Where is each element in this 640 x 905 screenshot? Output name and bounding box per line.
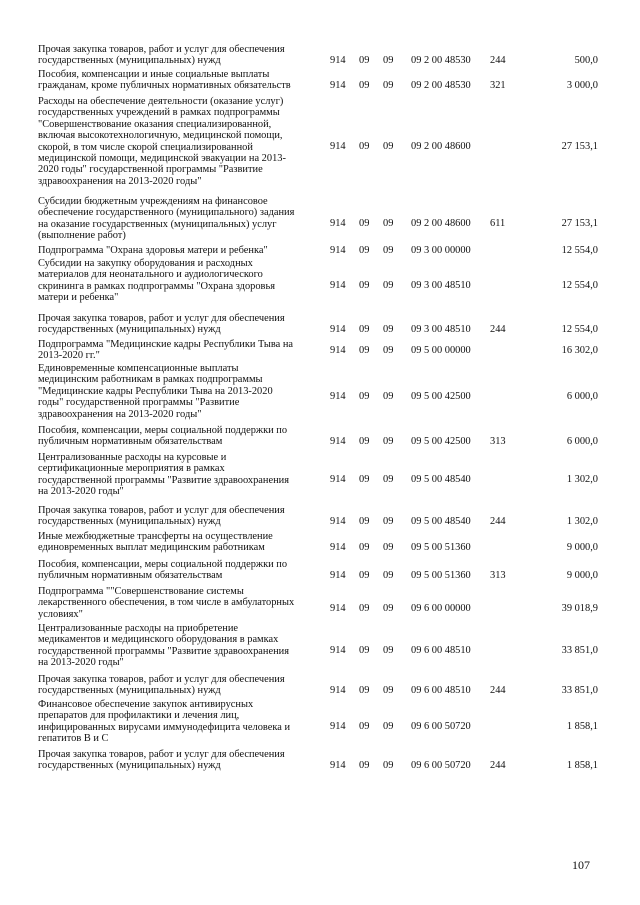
subsection-code: 09 bbox=[383, 324, 394, 335]
admin-code: 914 bbox=[330, 141, 346, 152]
subsection-code: 09 bbox=[383, 760, 394, 771]
subsection-code: 09 bbox=[383, 436, 394, 447]
amount: 16 302,0 bbox=[561, 345, 598, 356]
target-item-code: 09 5 00 51360 bbox=[411, 542, 471, 553]
expense-type-code: 313 bbox=[490, 436, 506, 447]
subsection-code: 09 bbox=[383, 603, 394, 614]
subsection-code: 09 bbox=[383, 345, 394, 356]
section-code: 09 bbox=[359, 645, 370, 656]
target-item-code: 09 6 00 50720 bbox=[411, 721, 471, 732]
expense-type-code: 244 bbox=[490, 685, 506, 696]
admin-code: 914 bbox=[330, 542, 346, 553]
section-code: 09 bbox=[359, 80, 370, 91]
amount: 12 554,0 bbox=[561, 245, 598, 256]
row-description: Пособия, компенсации и иные социальные выплаты гражданам, кроме публичных нормативных обязательств bbox=[38, 69, 291, 92]
target-item-code: 09 6 00 50720 bbox=[411, 760, 471, 771]
section-code: 09 bbox=[359, 218, 370, 229]
amount: 6 000,0 bbox=[566, 436, 598, 447]
target-item-code: 09 3 00 48510 bbox=[411, 280, 471, 291]
target-item-code: 09 5 00 42500 bbox=[411, 391, 471, 402]
amount: 6 000,0 bbox=[566, 391, 598, 402]
section-code: 09 bbox=[359, 474, 370, 485]
subsection-code: 09 bbox=[383, 280, 394, 291]
amount: 1 302,0 bbox=[566, 516, 598, 527]
admin-code: 914 bbox=[330, 436, 346, 447]
admin-code: 914 bbox=[330, 245, 346, 256]
amount: 27 153,1 bbox=[561, 141, 598, 152]
row-description: Пособия, компенсации, меры социальной поддержки по публичным нормативным обязательствам bbox=[38, 559, 288, 582]
admin-code: 914 bbox=[330, 280, 346, 291]
admin-code: 914 bbox=[330, 570, 346, 581]
section-code: 09 bbox=[359, 542, 370, 553]
amount: 1 858,1 bbox=[566, 721, 598, 732]
row-description: Централизованные расходы на курсовые и сертификационные мероприятия в рамках государственной программы "Развитие здравоохранения на 2013-2020 годы" bbox=[38, 452, 289, 498]
section-code: 09 bbox=[359, 721, 370, 732]
subsection-code: 09 bbox=[383, 542, 394, 553]
subsection-code: 09 bbox=[383, 474, 394, 485]
expense-type-code: 321 bbox=[490, 80, 506, 91]
row-description: Прочая закупка товаров, работ и услуг для обеспечения государственных (муниципальных) нужд bbox=[38, 674, 285, 697]
subsection-code: 09 bbox=[383, 80, 394, 91]
expense-type-code: 244 bbox=[490, 324, 506, 335]
subsection-code: 09 bbox=[383, 645, 394, 656]
row-description: Подпрограмма ""Совершенствование системы лекарственного обеспечения, в том числе в амбулаторных условиях" bbox=[38, 586, 295, 620]
section-code: 09 bbox=[359, 324, 370, 335]
row-description: Подпрограмма "Охрана здоровья матери и ребенка" bbox=[38, 245, 268, 256]
target-item-code: 09 2 00 48530 bbox=[411, 80, 471, 91]
amount: 1 858,1 bbox=[566, 760, 598, 771]
section-code: 09 bbox=[359, 55, 370, 66]
section-code: 09 bbox=[359, 436, 370, 447]
amount: 9 000,0 bbox=[566, 542, 598, 553]
expense-type-code: 313 bbox=[490, 570, 506, 581]
subsection-code: 09 bbox=[383, 685, 394, 696]
admin-code: 914 bbox=[330, 516, 346, 527]
row-description: Прочая закупка товаров, работ и услуг для обеспечения государственных (муниципальных) нужд bbox=[38, 44, 285, 67]
row-description: Финансовое обеспечение закупок антивирусных препаратов для профилактики и лечения лиц, инфицированных вирусами иммунодефицита человека и гепатитов В и С bbox=[38, 699, 291, 745]
target-item-code: 09 5 00 51360 bbox=[411, 570, 471, 581]
subsection-code: 09 bbox=[383, 570, 394, 581]
section-code: 09 bbox=[359, 345, 370, 356]
target-item-code: 09 3 00 00000 bbox=[411, 245, 471, 256]
row-description: Субсидии на закупку оборудования и расходных материалов для неонатального и аудиологического скрининга в рамках подпрограммы "Охрана здоровья матери и ребенка" bbox=[38, 258, 275, 304]
section-code: 09 bbox=[359, 391, 370, 402]
target-item-code: 09 2 00 48600 bbox=[411, 141, 471, 152]
admin-code: 914 bbox=[330, 391, 346, 402]
amount: 27 153,1 bbox=[561, 218, 598, 229]
target-item-code: 09 2 00 48600 bbox=[411, 218, 471, 229]
section-code: 09 bbox=[359, 141, 370, 152]
row-description: Расходы на обеспечение деятельности (оказание услуг) государственных учреждений в рамках подпрограммы "Совершенствование оказания специализированной, включая высокотехнологичную, медицинской помощи, скорой, в том числе скорой специализированной медицинской помощи, медицинской эвакуации на 2013- 2020 годы" государственной программы "Развитие здравоохранения на 2013-2020 годы" bbox=[38, 96, 286, 187]
row-description: Прочая закупка товаров, работ и услуг для обеспечения государственных (муниципальных) нужд bbox=[38, 313, 285, 336]
admin-code: 914 bbox=[330, 324, 346, 335]
section-code: 09 bbox=[359, 760, 370, 771]
row-description: Иные межбюджетные трансферты на осуществление единовременных выплат медицинским работникам bbox=[38, 531, 273, 554]
subsection-code: 09 bbox=[383, 55, 394, 66]
admin-code: 914 bbox=[330, 218, 346, 229]
admin-code: 914 bbox=[330, 80, 346, 91]
amount: 39 018,9 bbox=[561, 603, 598, 614]
expense-type-code: 611 bbox=[490, 218, 506, 229]
amount: 12 554,0 bbox=[561, 324, 598, 335]
admin-code: 914 bbox=[330, 645, 346, 656]
amount: 1 302,0 bbox=[566, 474, 598, 485]
admin-code: 914 bbox=[330, 55, 346, 66]
row-description: Подпрограмма "Медицинские кадры Республики Тыва на 2013-2020 гг." bbox=[38, 339, 294, 362]
expense-type-code: 244 bbox=[490, 760, 506, 771]
row-description: Субсидии бюджетным учреждениям на финансовое обеспечение государственного (муниципального) задания на оказание государственных (муниципальных) услуг (выполнение работ) bbox=[38, 196, 295, 242]
section-code: 09 bbox=[359, 685, 370, 696]
target-item-code: 09 5 00 42500 bbox=[411, 436, 471, 447]
amount: 9 000,0 bbox=[566, 570, 598, 581]
section-code: 09 bbox=[359, 603, 370, 614]
expense-type-code: 244 bbox=[490, 516, 506, 527]
target-item-code: 09 3 00 48510 bbox=[411, 324, 471, 335]
row-description: Единовременные компенсационные выплаты медицинским работникам в рамках подпрограммы "Медицинские кадры Республики Тыва на 2013-2020 годы" государственной программы "Развитие здравоохранения на 2013-2020 годы" bbox=[38, 363, 273, 420]
amount: 12 554,0 bbox=[561, 280, 598, 291]
admin-code: 914 bbox=[330, 685, 346, 696]
amount: 500,0 bbox=[574, 55, 598, 66]
expense-type-code: 244 bbox=[490, 55, 506, 66]
subsection-code: 09 bbox=[383, 391, 394, 402]
admin-code: 914 bbox=[330, 760, 346, 771]
row-description: Пособия, компенсации, меры социальной поддержки по публичным нормативным обязательствам bbox=[38, 425, 288, 448]
section-code: 09 bbox=[359, 516, 370, 527]
admin-code: 914 bbox=[330, 345, 346, 356]
subsection-code: 09 bbox=[383, 721, 394, 732]
subsection-code: 09 bbox=[383, 516, 394, 527]
target-item-code: 09 5 00 48540 bbox=[411, 474, 471, 485]
target-item-code: 09 5 00 48540 bbox=[411, 516, 471, 527]
row-description: Централизованные расходы на приобретение медикаментов и медицинского оборудования в рамках государственной программы "Развитие здравоохранения на 2013-2020 годы" bbox=[38, 623, 289, 669]
amount: 33 851,0 bbox=[561, 685, 598, 696]
subsection-code: 09 bbox=[383, 141, 394, 152]
subsection-code: 09 bbox=[383, 245, 394, 256]
target-item-code: 09 6 00 48510 bbox=[411, 685, 471, 696]
target-item-code: 09 6 00 48510 bbox=[411, 645, 471, 656]
subsection-code: 09 bbox=[383, 218, 394, 229]
target-item-code: 09 6 00 00000 bbox=[411, 603, 471, 614]
target-item-code: 09 5 00 00000 bbox=[411, 345, 471, 356]
row-description: Прочая закупка товаров, работ и услуг для обеспечения государственных (муниципальных) нужд bbox=[38, 749, 285, 772]
section-code: 09 bbox=[359, 245, 370, 256]
amount: 33 851,0 bbox=[561, 645, 598, 656]
target-item-code: 09 2 00 48530 bbox=[411, 55, 471, 66]
section-code: 09 bbox=[359, 570, 370, 581]
section-code: 09 bbox=[359, 280, 370, 291]
admin-code: 914 bbox=[330, 474, 346, 485]
row-description: Прочая закупка товаров, работ и услуг для обеспечения государственных (муниципальных) нужд bbox=[38, 505, 285, 528]
amount: 3 000,0 bbox=[566, 80, 598, 91]
page-number: 107 bbox=[572, 858, 590, 872]
admin-code: 914 bbox=[330, 721, 346, 732]
admin-code: 914 bbox=[330, 603, 346, 614]
